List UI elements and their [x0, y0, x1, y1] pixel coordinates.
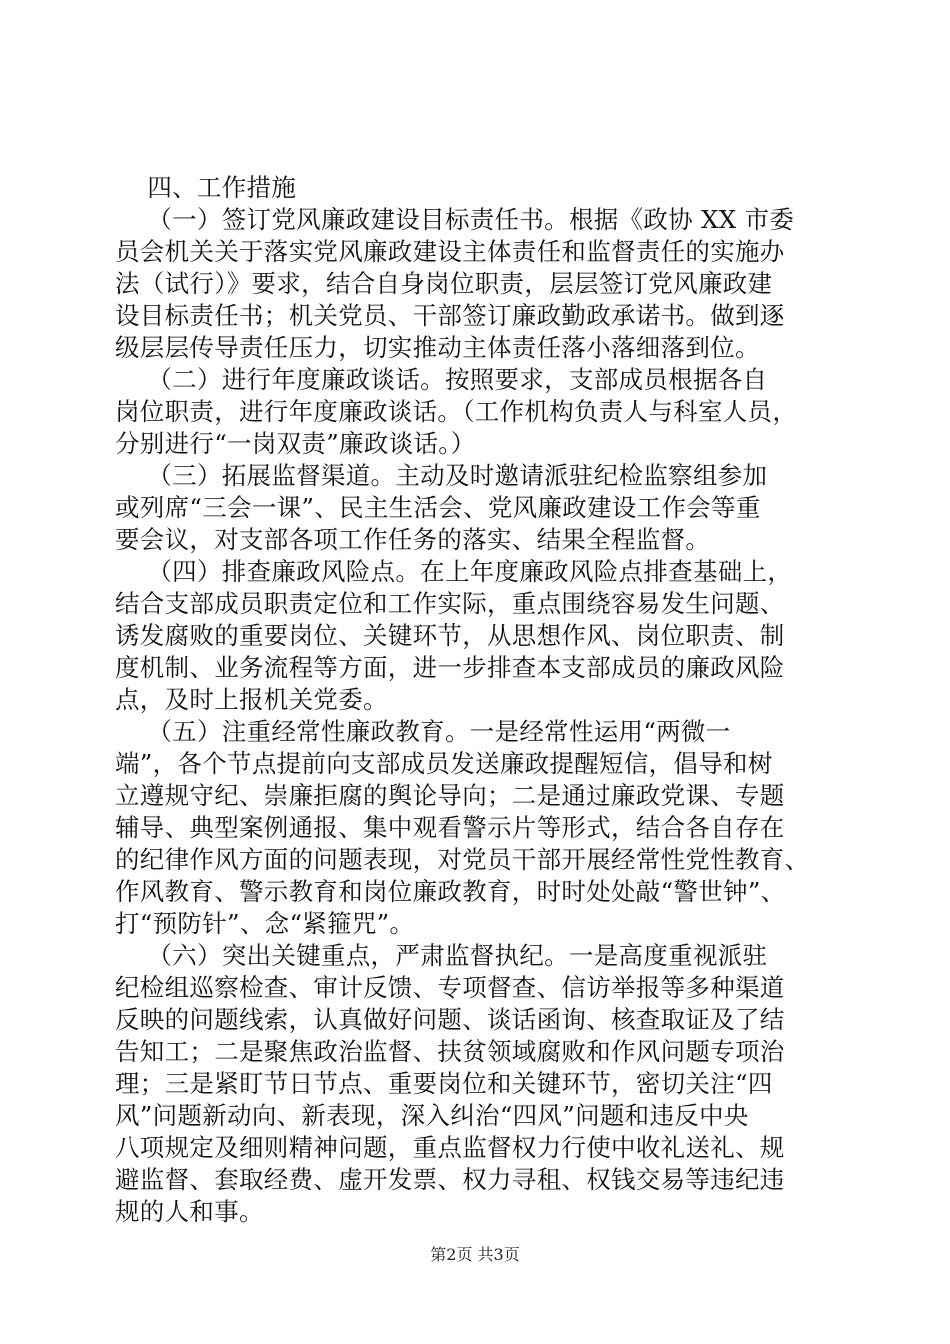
- text-line: 作风教育、警示教育和岗位廉政教育，时时处处敲“警世钟”、: [115, 877, 786, 906]
- text-line: （二）进行年度廉政谈话。按照要求，支部成员根据各自: [115, 365, 768, 394]
- text-line: 告知工；二是聚焦政治监督、扶贫领域腐败和作风问题专项治: [115, 1037, 785, 1066]
- text-line: 四、工作措施: [115, 173, 297, 202]
- text-line: 员会机关关于落实党风廉政建设主体责任和监督责任的实施办: [115, 237, 785, 266]
- text-line: 辅导、典型案例通报、集中观看警示片等形式，结合各自存在: [115, 813, 785, 842]
- text-line: 理；三是紧盯节日节点、重要岗位和关键环节，密切关注“四: [115, 1069, 773, 1098]
- text-line: 结合支部成员职责定位和工作实际，重点围绕容易发生问题、: [115, 589, 785, 618]
- text-line: 点，及时上报机关党委。: [115, 685, 388, 714]
- text-line: 打“预防针”、念“紧箍咒”。: [115, 909, 415, 938]
- text-line: 八项规定及细则精神问题，重点监督权力行使中收礼送礼、规: [115, 1133, 785, 1162]
- text-line: 或列席“三会一课”、民主生活会、党风廉政建设工作会等重: [115, 493, 761, 522]
- text-line: 级层层传导责任压力，切实推动主体责任落小落细落到位。: [115, 333, 760, 362]
- text-line: 规的人和事。: [115, 1197, 264, 1226]
- text-line: 的纪律作风方面的问题表现，对党员干部开展经常性党性教育、: [115, 845, 810, 874]
- text-line: 设目标责任书；机关党员、干部签订廉政勤政承诺书。做到逐: [115, 301, 785, 330]
- text-line: 反映的问题线索，认真做好问题、谈话函询、核查取证及了结: [115, 1005, 785, 1034]
- text-line: （一）签订党风廉政建设目标责任书。根据《政协 XX 市委: [115, 205, 795, 234]
- text-line: 岗位职责，进行年度廉政谈话。（工作机构负责人与科室人员，: [115, 397, 798, 426]
- text-line: （四）排查廉政风险点。在上年度廉政风险点排查基础上，: [115, 557, 793, 586]
- text-line: 立遵规守纪、崇廉拒腐的舆论导向；二是通过廉政党课、专题: [115, 781, 785, 810]
- text-line: 度机制、业务流程等方面，进一步排查本支部成员的廉政风险: [115, 653, 785, 682]
- text-line: 纪检组巡察检查、审计反馈、专项督查、信访举报等多种渠道: [115, 973, 785, 1002]
- text-line: （六）突出关键重点，严肃监督执纪。一是高度重视派驻: [115, 941, 768, 970]
- text-line: 避监督、套取经费、虚开发票、权力寻租、权钱交易等违纪违: [115, 1165, 785, 1194]
- text-line: 端”，各个节点提前向支部成员发送廉政提醒短信，倡导和树: [115, 749, 773, 778]
- text-line: （三）拓展监督渠道。主动及时邀请派驻纪检监察组参加: [115, 461, 768, 490]
- text-line: （五）注重经常性廉政教育。一是经常性运用“两微一: [115, 717, 731, 746]
- text-line: 分别进行“一岗双责”廉政谈话。）: [115, 429, 476, 458]
- text-line: 要会议，对支部各项工作任务的落实、结果全程监督。: [115, 525, 711, 554]
- text-line: 诱发腐败的重要岗位、关键环节，从思想作风、岗位职责、制: [115, 621, 785, 650]
- page-number-footer: 第2页 共3页: [430, 1245, 520, 1264]
- text-line: 法（试行）》要求，结合自身岗位职责，层层签订党风廉政建: [115, 269, 773, 298]
- text-line: 风”问题新动向、新表现，深入纠治“四风”问题和违反中央: [115, 1101, 749, 1130]
